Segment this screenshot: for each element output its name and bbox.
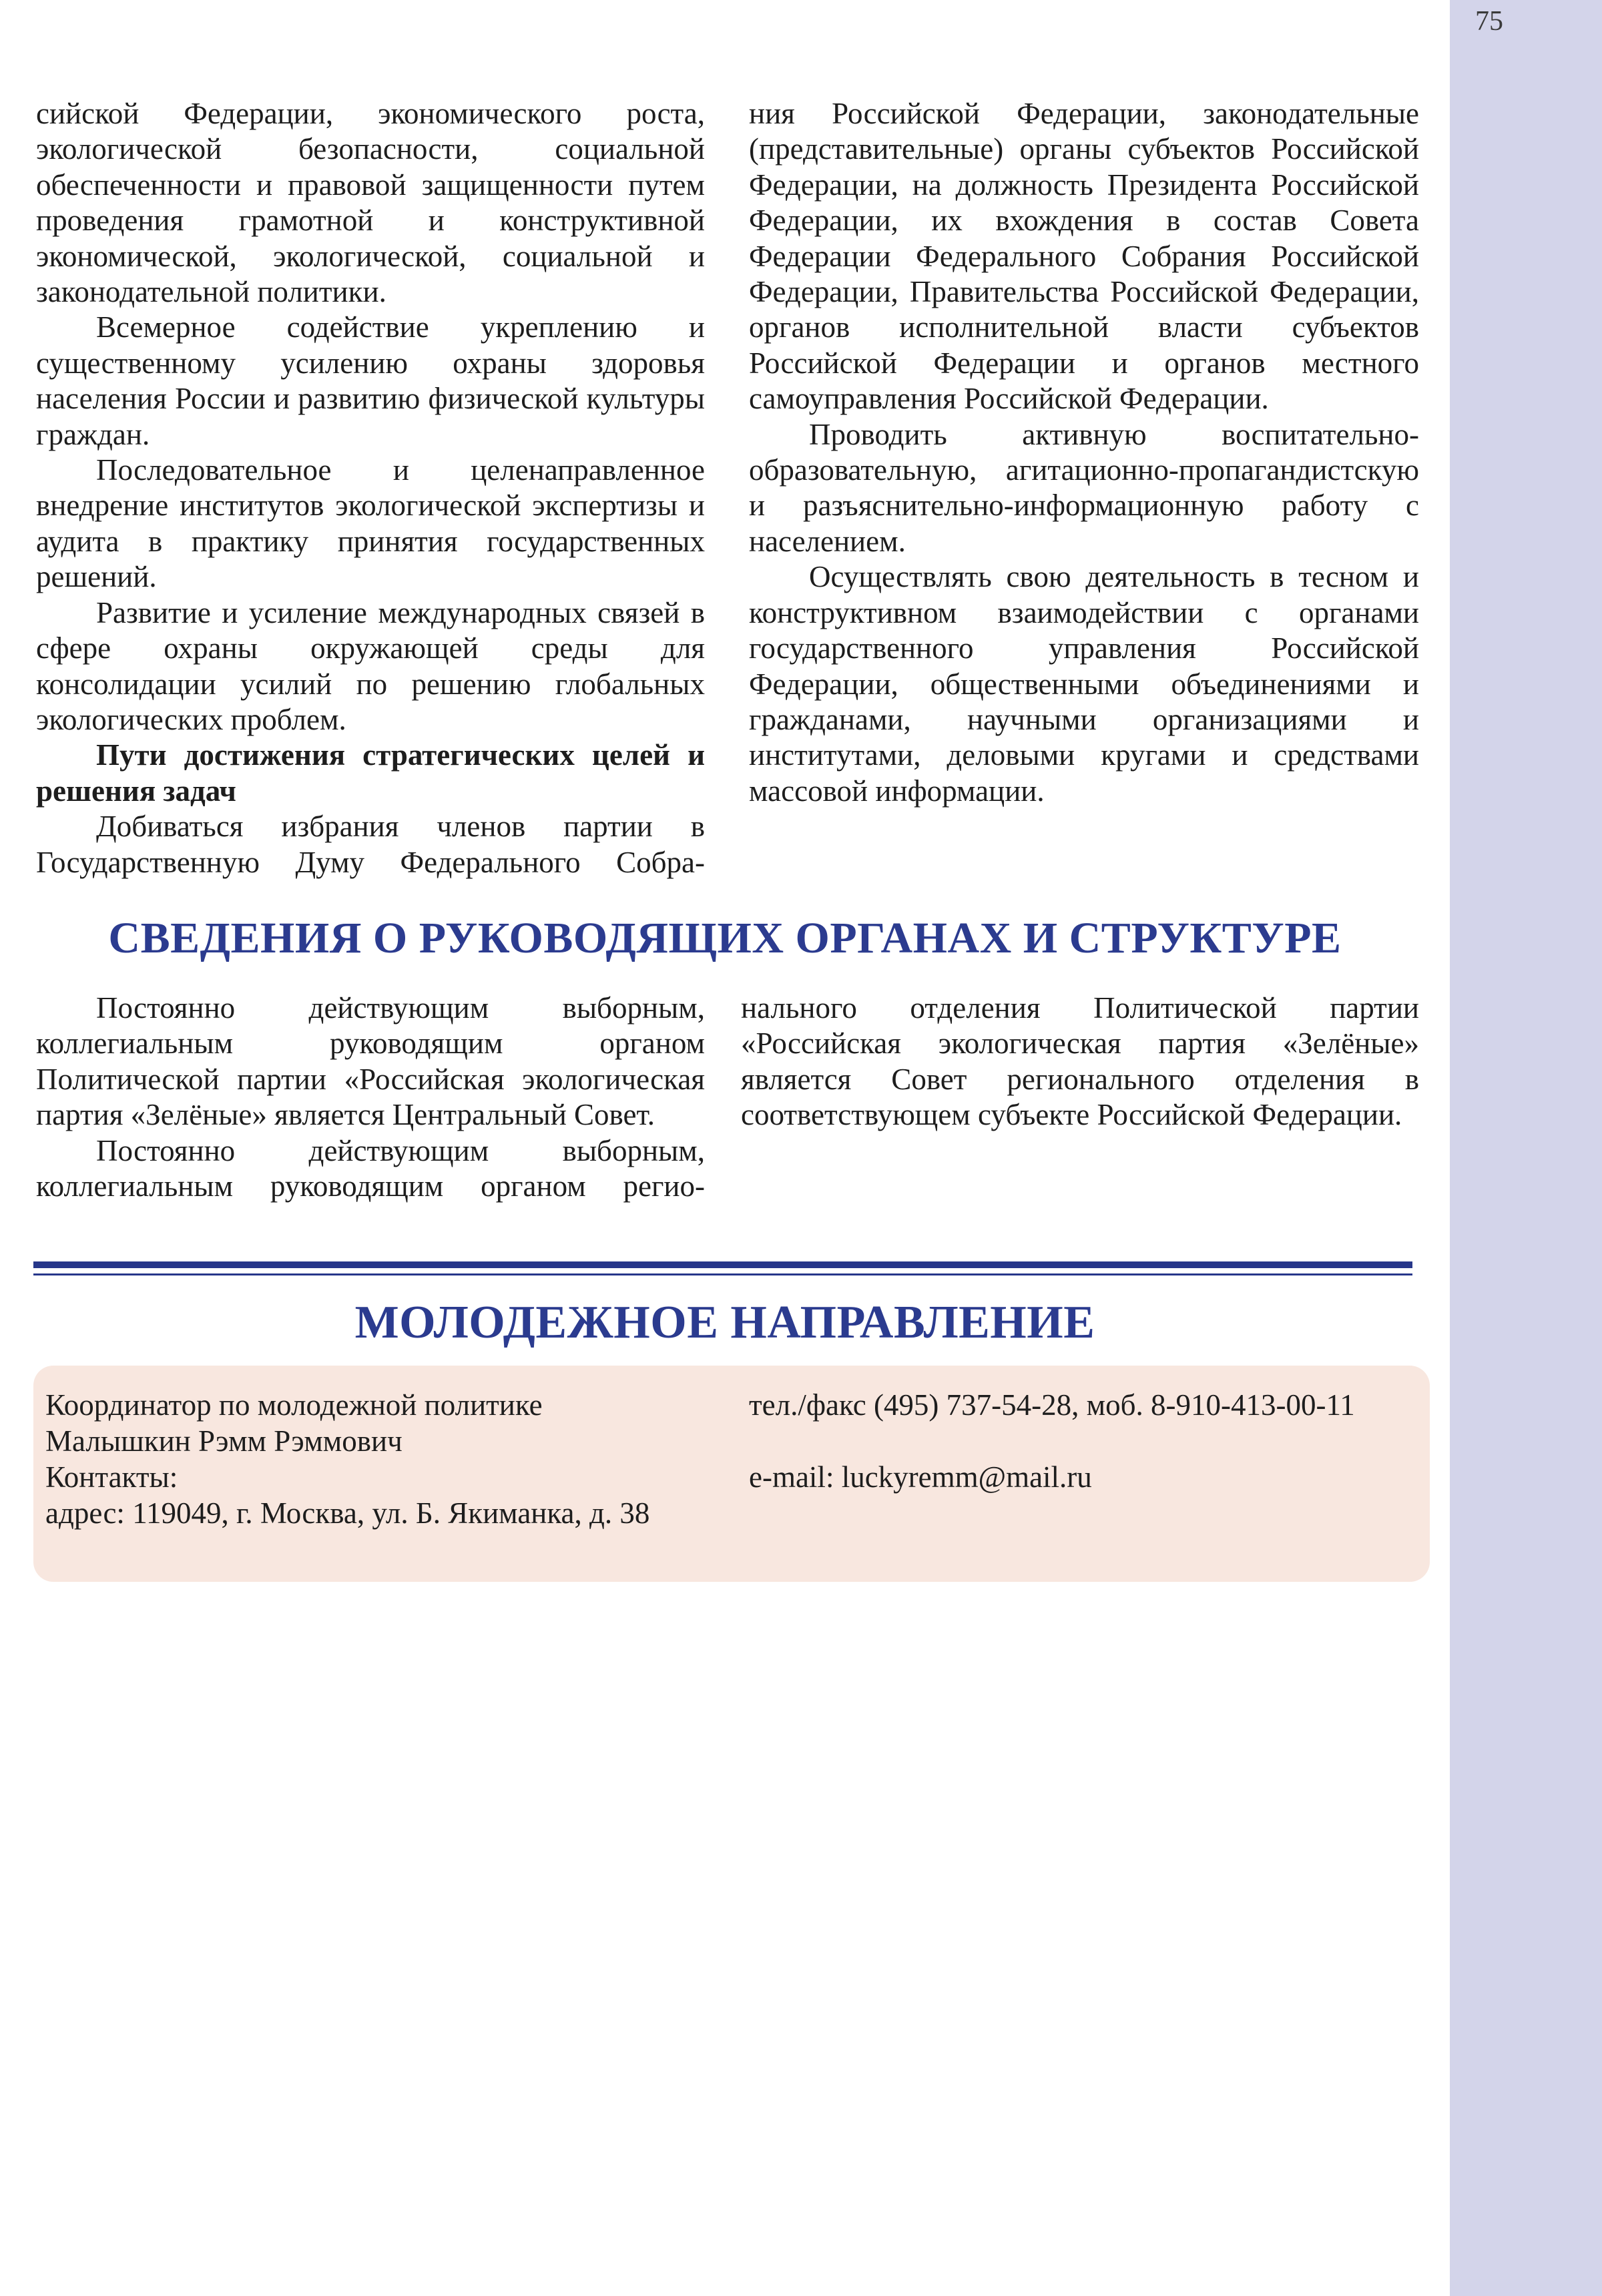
paragraph: Постоянно действующим выборным, коллегиальным руководящим органом регио- [36, 1133, 705, 1203]
top-right-column [749, 96, 1419, 809]
structure-right-column [741, 990, 1419, 1133]
structure-left-column [36, 990, 705, 1204]
paragraph: нального отделения Политической партии «Российская экологическая партия «Зелёные» является Совет регионального отделения в соответствующем субъекте Российской Федерации. [741, 991, 1419, 1132]
contacts-label: Контакты: [45, 1460, 178, 1494]
page-number: 75 [1475, 6, 1503, 37]
contact-email: e-mail: luckyremm@mail.ru [749, 1460, 1092, 1494]
paragraph: Развитие и усиление международных связей в сфере охраны окружающей среды для консолидации усилий по решению глобальных экологических проблем. [36, 595, 705, 736]
youth-section-heading: МОЛОДЕЖНОЕ НАПРАВЛЕНИЕ [354, 1297, 1095, 1348]
structure-section-heading: СВЕДЕНИЯ О РУКОВОДЯЩИХ ОРГАНАХ И СТРУКТУРЕ [108, 914, 1342, 962]
section-divider-thin [33, 1273, 1412, 1275]
paragraph: Проводить активную воспитательно-образовательную, агитационно-пропагандистскую и разъяснительно-информационную работу с населением. [749, 417, 1419, 558]
paragraph: Добиваться избрания членов партии в Государственную Думу Федерального Собра- [36, 810, 705, 879]
paragraph: сийской Федерации, экономического роста, экологической безопасности, социальной обеспеченности и правовой защищенности путем проведения грамотной и конструктивной экономической, экологической, социальной и законодательной политики. [36, 97, 705, 309]
coordinator-name: Малышкин Рэмм Рэммович [45, 1424, 403, 1458]
paragraph: Всемерное содействие укреплению и существенному усилению охраны здоровья населения России и развитию физической культуры граждан. [36, 310, 705, 451]
paragraph: Последовательное и целенаправленное внедрение институтов экологической экспертизы и аудита в практику принятия государственных решений. [36, 453, 705, 594]
coordinator-role: Координатор по молодежной политике [45, 1388, 543, 1422]
paragraph: ния Российской Федерации, законодательные (представительные) органы субъектов Российской Федерации, на должность Президента Российской Федерации, их вхождения в состав Совета Федерации Федерального Собрания Российской Федерации, Правительства Российской Федерации, органов исполнительной власти субъектов Российской Федерации и органов местного самоуправления Российской Федерации. [749, 97, 1419, 416]
page-side-band [1450, 0, 1602, 2296]
top-left-column [36, 96, 705, 880]
contact-phone: тел./факс (495) 737-54-28, моб. 8-910-413-00-11 [749, 1388, 1355, 1422]
subheading: Пути достижения стратегических целей и решения задач [36, 738, 705, 808]
contact-address: адрес: 119049, г. Москва, ул. Б. Якиманка, д. 38 [45, 1496, 650, 1530]
paragraph: Осуществлять свою деятельность в тесном и конструктивном взаимодействии с органами государственного управления Российской Федерации, общественными объединениями и гражданами, научными организациями и институтами, деловыми кругами и средствами массовой информации. [749, 560, 1419, 808]
section-divider-thick [33, 1261, 1412, 1268]
paragraph: Постоянно действующим выборным, коллегиальным руководящим органом Политической партии «Российская экологическая партия «Зелёные» является Центральный Совет. [36, 991, 705, 1132]
